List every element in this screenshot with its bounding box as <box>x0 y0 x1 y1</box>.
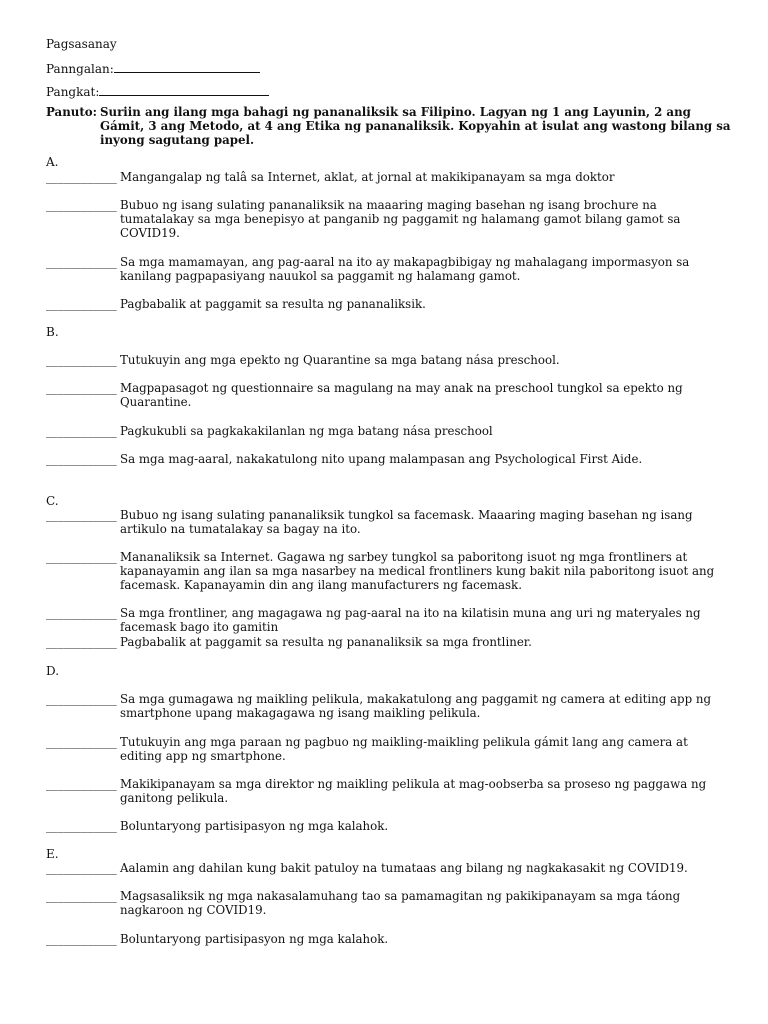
section-label: Pangkat: <box>46 85 100 99</box>
instructions <box>46 105 736 147</box>
answer-blank: ____________ <box>46 889 117 903</box>
list-item: ____________ Pagbabalik at paggamit sa resulta ng pananaliksik. <box>46 297 426 311</box>
list-item: ____________ Sa mga mamamayan, ang pag-aaral na ito ay makapagbibigay ng mahalagang impormasyon sa kanilang pagpapasiyang nauukol sa paggamit ng halamang gamot. <box>46 255 690 283</box>
list-item: ____________ Magpapasagot ng questionnaire sa magulang na may anak na preschool tungkol sa epekto ng Quarantine. <box>46 381 683 409</box>
answer-blank: ____________ <box>46 353 117 367</box>
instructions-label: Panuto: <box>46 105 98 119</box>
list-item: ____________ Pagkukubli sa pagkakakilanlan ng mga batang nása preschool <box>46 424 493 438</box>
answer-blank: ____________ <box>46 932 117 946</box>
section-letter: E. <box>46 847 59 861</box>
answer-blank: ____________ <box>46 777 117 791</box>
list-item: ____________ Boluntaryong partisipasyon ng mga kalahok. <box>46 932 389 946</box>
answer-blank: ____________ <box>46 606 117 620</box>
section-letter: B. <box>46 325 59 339</box>
answer-blank: ____________ <box>46 424 117 438</box>
answer-blank: ____________ <box>46 819 117 833</box>
list-item: ____________ Magsasaliksik ng mga nakasalamuhang tao sa pamamagitan ng pakikipanayam sa mga táong nagkaroon ng COVID19. <box>46 889 681 917</box>
answer-blank: ____________ <box>46 170 117 184</box>
list-item: ____________ Boluntaryong partisipasyon ng mga kalahok. <box>46 819 389 833</box>
section-line <box>99 84 269 96</box>
worksheet-title: Pagsasanay <box>46 37 117 51</box>
name-field <box>46 61 260 76</box>
list-item: ____________ Sa mga frontliner, ang magagawa ng pag-aaral na ito na kilatisin muna ang uri ng materyales ng facemask bago ito gamitin <box>46 606 701 634</box>
list-item: ____________ Mangangalap ng talâ sa Internet, aklat, at jornal at makikipanayam sa mga doktor <box>46 170 615 184</box>
section-letter: A. <box>46 155 59 169</box>
list-item: ____________ Tutukuyin ang mga paraan ng pagbuo ng maikling-maikling pelikula gámit lang ang camera at editing app ng smartphone. <box>46 735 688 763</box>
section-field <box>46 84 269 99</box>
list-item: ____________ Pagbabalik at paggamit sa resulta ng pananaliksik sa mga frontliner. <box>46 635 532 649</box>
section-letter: C. <box>46 494 59 508</box>
list-item: ____________ Sa mga mag-aaral, nakakatulong nito upang malampasan ang Psychological First Aide. <box>46 452 643 466</box>
answer-blank: ____________ <box>46 735 117 749</box>
answer-blank: ____________ <box>46 297 117 311</box>
answer-blank: ____________ <box>46 508 117 522</box>
list-item: ____________ Sa mga gumagawa ng maikling pelikula, makakatulong ang paggamit ng camera at editing app ng smartphone upang makagagawa ng isang maikling pelikula. <box>46 692 712 720</box>
answer-blank: ____________ <box>46 381 117 395</box>
answer-blank: ____________ <box>46 635 117 649</box>
answer-blank: ____________ <box>46 198 117 212</box>
list-item: ____________ Aalamin ang dahilan kung bakit patuloy na tumataas ang bilang ng nagkakasakit ng COVID19. <box>46 861 688 875</box>
answer-blank: ____________ <box>46 255 117 269</box>
answer-blank: ____________ <box>46 452 117 466</box>
list-item: ____________ Makikipanayam sa mga direktor ng maikling pelikula at mag-oobserba sa proseso ng paggawa ng ganitong pelikula. <box>46 777 707 805</box>
list-item: ____________ Bubuo ng isang sulating pananaliksik na maaaring maging basehan ng isang brochure na tumatalakay sa mga benepisyo at panganib ng paggamit ng halamang gamot bilang gamot sa COVID19. <box>46 198 681 240</box>
section-letter: D. <box>46 664 60 678</box>
answer-blank: ____________ <box>46 692 117 706</box>
list-item: ____________ Mananaliksik sa Internet. Gagawa ng sarbey tungkol sa paboritong isuot ng mga frontliners at kapanayamin ang ilan sa mga nasarbey na medical frontliners kung bakit nila paboritong isuot ang facemask. Kapanayamin din ang ilang manufacturers ng facemask. <box>46 550 715 592</box>
list-item: ____________ Tutukuyin ang mga epekto ng Quarantine sa mga batang nása preschool. <box>46 353 560 367</box>
name-label: Panngalan: <box>46 62 114 76</box>
answer-blank: ____________ <box>46 550 117 564</box>
answer-blank: ____________ <box>46 861 117 875</box>
list-item: ____________ Bubuo ng isang sulating pananaliksik tungkol sa facemask. Maaaring maging basehan ng isang artikulo na tumatalakay sa bagay na ito. <box>46 508 693 536</box>
instructions-text: Suriin ang ilang mga bahagi ng pananaliksik sa Filipino. Lagyan ng 1 ang Layunin, 2 ang Gámit, 3 ang Metodo, at 4 ang Etika ng pananaliksik. Kopyahin at isulat ang wastong bilang sa inyong sagutang papel. <box>100 105 731 147</box>
name-line <box>114 61 260 73</box>
